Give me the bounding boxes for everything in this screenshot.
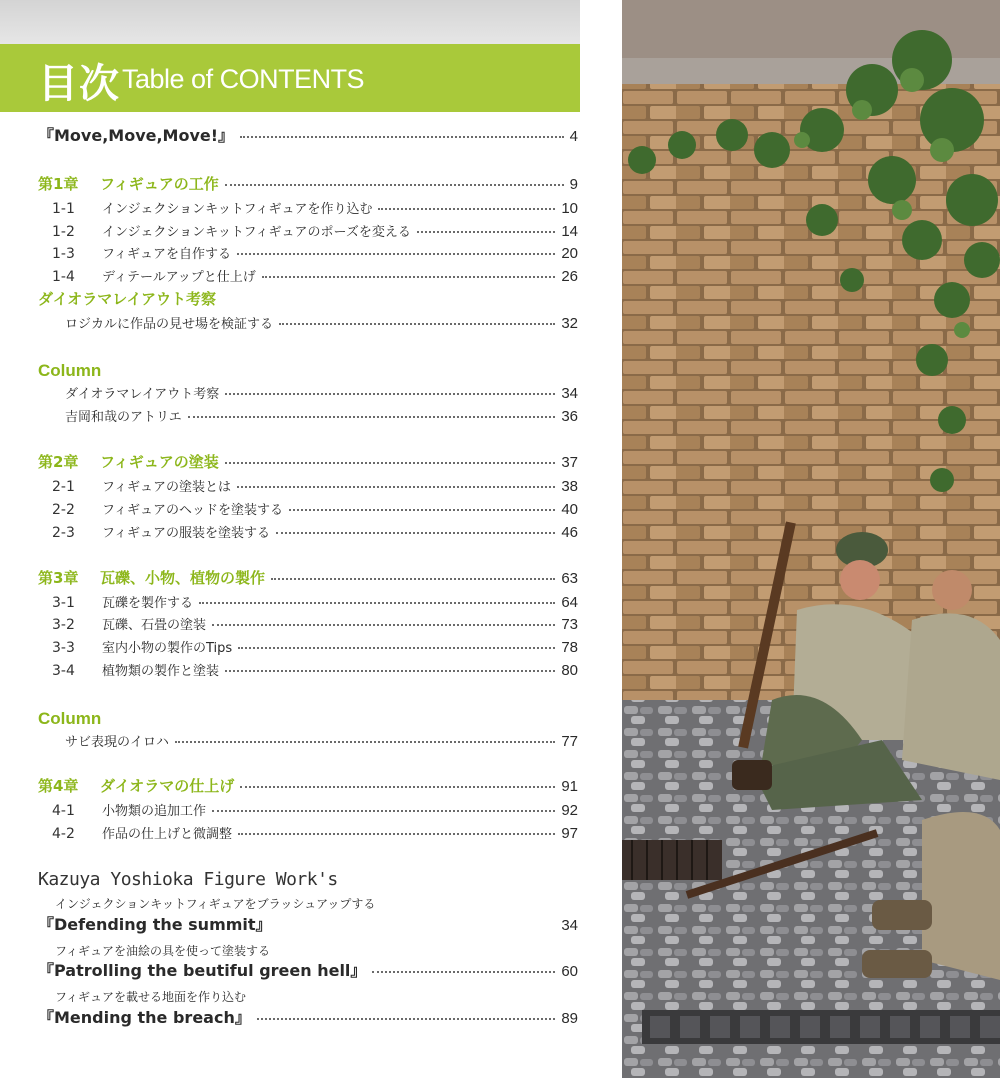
- leader-dots: [225, 393, 555, 395]
- leader-dots: [237, 253, 555, 255]
- toc-entry[interactable]: [65, 409, 578, 424]
- toc-entry[interactable]: [52, 525, 578, 540]
- leader-dots: [262, 276, 556, 278]
- entry-page: 36: [561, 408, 578, 425]
- leader-dots: [257, 1018, 555, 1020]
- column-label: Column: [38, 361, 102, 380]
- entry-title: フィギュアを自作する: [102, 247, 231, 262]
- figure-work-heading: Kazuya Yoshioka Figure Work's: [38, 869, 338, 890]
- entry-number: 3-3: [52, 640, 75, 656]
- section-title: ダイオラマレイアウト考察: [38, 290, 217, 308]
- toc-entry[interactable]: [52, 826, 578, 841]
- toc-title-en: Table of CONTENTS: [122, 64, 365, 94]
- entry-page: 32: [561, 315, 578, 332]
- chapter-number: 第1章: [38, 175, 79, 193]
- toc-chapter-2[interactable]: [38, 455, 578, 470]
- work-title: 『Patrolling the beutiful green hell』: [38, 961, 367, 980]
- chapter-number: 第4章: [38, 777, 79, 795]
- entry-number: 3-2: [52, 617, 75, 633]
- toc-chapter-3[interactable]: [38, 571, 578, 586]
- entry-title: 瓦礫を製作する: [102, 596, 194, 611]
- entry-page: 80: [561, 662, 578, 679]
- toc-entry[interactable]: [65, 734, 578, 749]
- work-title: 『Defending the summit』: [38, 915, 272, 934]
- work-subtitle: フィギュアを載せる地面を作り込む: [55, 990, 247, 1004]
- entry-page: 34: [561, 385, 578, 402]
- toc-entry-work[interactable]: [38, 1010, 578, 1026]
- entry-title: 室内小物の製作のTips: [102, 641, 233, 656]
- entry-number: 3-4: [52, 663, 75, 679]
- leader-dots: [238, 833, 555, 835]
- chapter-title: フィギュアの工作: [100, 175, 219, 193]
- entry-title: 植物類の製作と塗装: [102, 664, 220, 679]
- diorama-photo: [622, 0, 1000, 1078]
- entry-number: 1-3: [52, 246, 75, 262]
- entry-page: 78: [561, 639, 578, 656]
- toc-entry-work[interactable]: [38, 963, 578, 979]
- chapter-title: フィギュアの塗装: [100, 453, 219, 471]
- chapter-page: 9: [569, 176, 578, 193]
- leader-dots: [279, 323, 555, 325]
- leader-dots: [238, 647, 555, 649]
- entry-title: ディテールアップと仕上げ: [102, 270, 256, 285]
- toc-chapter-1[interactable]: [38, 177, 578, 192]
- leader-dots: [175, 741, 555, 743]
- chapter-title: 瓦礫、小物、植物の製作: [100, 569, 266, 587]
- leader-dots: [212, 624, 555, 626]
- chapter-title: ダイオラマの仕上げ: [100, 777, 235, 795]
- top-gray-band: [0, 0, 580, 44]
- leader-dots: [289, 509, 555, 511]
- toc-entry[interactable]: [52, 269, 578, 284]
- leader-dots: [372, 971, 555, 973]
- toc-entry[interactable]: [52, 479, 578, 494]
- entry-number: 1-1: [52, 201, 75, 217]
- entry-title: フィギュアの塗装とは: [102, 480, 231, 495]
- diorama-illustration: [622, 0, 1000, 1078]
- entry-page: 92: [561, 802, 578, 819]
- chapter-page: 63: [561, 570, 578, 587]
- entry-page: 46: [561, 524, 578, 541]
- entry-title: 瓦礫、石畳の塗装: [102, 618, 207, 633]
- toc-entry[interactable]: [52, 640, 578, 655]
- toc-entry[interactable]: [52, 224, 578, 239]
- entry-page: 26: [561, 268, 578, 285]
- entry-page: 77: [561, 733, 578, 750]
- entry-number: 2-3: [52, 525, 75, 541]
- leader-dots: [417, 231, 555, 233]
- entry-page: 20: [561, 245, 578, 262]
- entry-page: 73: [561, 616, 578, 633]
- leader-dots: [240, 136, 564, 138]
- toc-entry-intro[interactable]: [38, 128, 578, 144]
- toc-entry[interactable]: [52, 803, 578, 818]
- entry-title: 小物類の追加工作: [102, 804, 207, 819]
- toc-entry[interactable]: [65, 316, 578, 331]
- entry-title: フィギュアの服装を塗装する: [102, 526, 270, 541]
- leader-dots: [212, 810, 555, 812]
- leader-dots: [271, 578, 555, 580]
- leader-dots: [225, 462, 556, 464]
- entry-title: フィギュアのヘッドを塗装する: [102, 503, 283, 518]
- entry-page: 40: [561, 501, 578, 518]
- entry-number: 4-1: [52, 803, 75, 819]
- entry-title: ロジカルに作品の見せ場を検証する: [65, 317, 274, 332]
- toc-entry[interactable]: [52, 663, 578, 678]
- entry-number: 1-4: [52, 269, 75, 285]
- leader-dots: [237, 486, 555, 488]
- toc-section-layout[interactable]: [38, 292, 578, 307]
- entry-title: 作品の仕上げと微調整: [102, 827, 233, 842]
- entry-page: 34: [561, 917, 578, 934]
- leader-dots: [240, 786, 555, 788]
- chapter-page: 37: [561, 454, 578, 471]
- column-label: Column: [38, 709, 102, 728]
- chapter-number: 第2章: [38, 453, 79, 471]
- toc-entry[interactable]: [52, 246, 578, 261]
- entry-page: 97: [561, 825, 578, 842]
- toc-entry[interactable]: [52, 617, 578, 632]
- toc-entry[interactable]: [52, 502, 578, 517]
- entry-title: 『Move,Move,Move!』: [38, 126, 235, 145]
- leader-dots: [199, 602, 555, 604]
- entry-number: 4-2: [52, 826, 75, 842]
- entry-page: 64: [561, 594, 578, 611]
- leader-dots: [225, 184, 564, 186]
- leader-dots: [225, 670, 555, 672]
- toc-chapter-4[interactable]: [38, 779, 578, 794]
- entry-title: インジェクションキットフィギュアのポーズを変える: [102, 225, 411, 240]
- entry-title: 吉岡和哉のアトリエ: [65, 410, 182, 425]
- work-title: 『Mending the breach』: [38, 1008, 251, 1027]
- leader-dots: [378, 208, 555, 210]
- entry-page: 4: [569, 128, 578, 145]
- entry-page: 10: [561, 200, 578, 217]
- entry-page: 89: [561, 1010, 578, 1027]
- toc-entry[interactable]: [52, 595, 578, 610]
- entry-number: 3-1: [52, 595, 75, 611]
- entry-page: 14: [561, 223, 578, 240]
- entry-title: サビ表現のイロハ: [65, 735, 170, 750]
- toc-entry[interactable]: [65, 386, 578, 401]
- entry-number: 1-2: [52, 224, 75, 240]
- leader-dots: [276, 532, 555, 534]
- work-subtitle: フィギュアを油絵の具を使って塗装する: [55, 944, 271, 958]
- entry-page: 38: [561, 478, 578, 495]
- chapter-page: 91: [561, 778, 578, 795]
- toc-entry-work[interactable]: [38, 917, 578, 933]
- leader-dots: [188, 416, 556, 418]
- chapter-number: 第3章: [38, 569, 79, 587]
- entry-title: ダイオラマレイアウト考察: [65, 387, 220, 402]
- entry-number: 2-2: [52, 502, 75, 518]
- work-subtitle: インジェクションキットフィギュアをブラッシュアップする: [55, 897, 376, 911]
- toc-title-jp: 目次: [38, 61, 120, 107]
- entry-title: インジェクションキットフィギュアを作り込む: [102, 202, 373, 217]
- entry-number: 2-1: [52, 479, 75, 495]
- toc-entry[interactable]: [52, 201, 578, 216]
- entry-page: 60: [561, 963, 578, 980]
- toc-header: [0, 44, 580, 112]
